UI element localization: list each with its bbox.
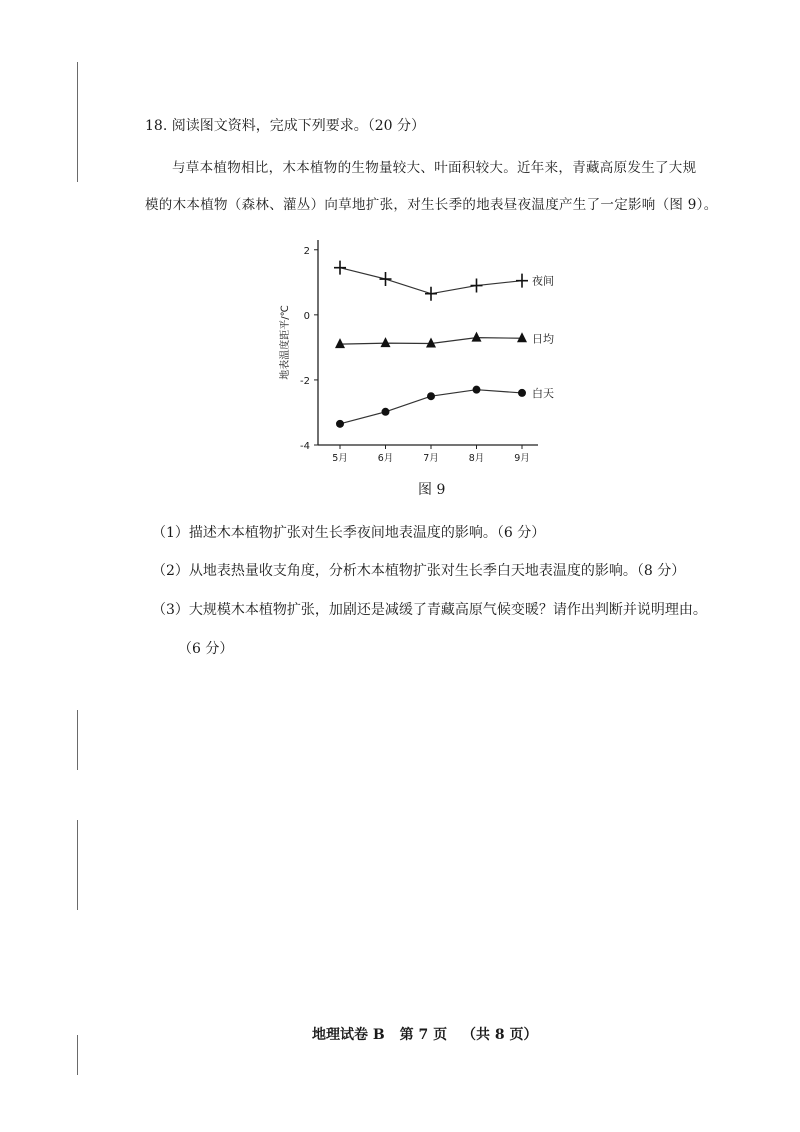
x-tick-label: 7月 (423, 453, 439, 464)
chart-marks (334, 261, 554, 428)
data-point-plus (471, 279, 483, 293)
y-tick-label: 0 (303, 310, 310, 322)
data-point-triangle (381, 337, 391, 347)
data-point-plus (334, 261, 346, 275)
data-point-triangle (472, 332, 482, 342)
series-label: 夜间 (532, 274, 554, 288)
total-pages: （共 8 页） (461, 1027, 538, 1043)
page-footer (312, 1024, 547, 1044)
y-tick-label: 2 (303, 245, 310, 257)
binding-margin-line (77, 1035, 78, 1075)
binding-margin-line (77, 820, 78, 910)
y-tick-label: -2 (300, 375, 310, 387)
series-label: 白天 (532, 386, 554, 400)
x-tick-label: 5月 (332, 453, 348, 464)
data-point-circle (518, 389, 526, 397)
data-point-circle (382, 408, 390, 416)
series-label: 日均 (532, 332, 554, 346)
data-point-circle (473, 386, 481, 394)
data-point-triangle (335, 338, 345, 348)
x-tick-label: 6月 (377, 453, 394, 464)
binding-margin-line (77, 62, 78, 182)
question-title: 18. 阅读图文资料，完成下列要求。（20 分） (145, 118, 425, 134)
y-axis-label: 地表温度距平/℃ (280, 305, 291, 380)
data-point-plus (425, 287, 437, 301)
sub-question-3-score: （6 分） (178, 641, 234, 657)
data-point-plus (516, 274, 528, 288)
figure-caption: 图 9 (418, 482, 446, 498)
sub-question-1: （1）描述木本植物扩张对生长季夜间地表温度的影响。（6 分） (152, 525, 546, 541)
material-paragraph-line-1: 与草本植物相比，木本植物的生物量较大、叶面积较大。近年来，青藏高原发生了大规 (172, 160, 697, 176)
temperature-anomaly-chart (270, 232, 570, 472)
material-paragraph-line-2: 模的木本植物（森林、灌丛）向草地扩张，对生长季的地表昼夜温度产生了一定影响（图 9）。 (145, 197, 718, 213)
x-tick-label: 8月 (468, 453, 485, 464)
x-tick-label: 9月 (514, 453, 530, 464)
data-point-circle (336, 420, 344, 428)
chart-axes (278, 240, 538, 464)
sub-question-3: （3）大规模木本植物扩张，加剧还是减缓了青藏高原气候变暖？请作出判断并说明理由。 (152, 602, 707, 618)
exam-name: 地理试卷 B (312, 1027, 385, 1043)
binding-margin-line (77, 710, 78, 770)
page-number: 第 7 页 (399, 1027, 448, 1043)
data-point-plus (380, 272, 392, 286)
data-point-circle (427, 392, 435, 400)
sub-question-2: （2）从地表热量收支角度，分析木本植物扩张对生长季白天地表温度的影响。（8 分） (152, 563, 686, 579)
y-tick-label: -4 (300, 441, 310, 452)
data-point-triangle (517, 332, 527, 342)
